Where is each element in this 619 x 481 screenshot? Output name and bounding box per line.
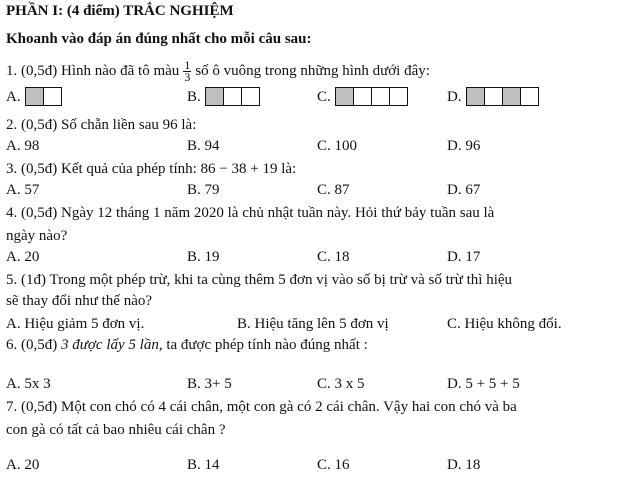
shaded-square bbox=[502, 88, 520, 105]
question-2: 2. (0,5đ) Số chẵn liền sau 96 là: bbox=[6, 117, 197, 133]
q2-option-c[interactable]: C. 100 bbox=[317, 138, 358, 154]
shaded-square bbox=[336, 88, 353, 105]
option-label: C. bbox=[317, 89, 331, 105]
q2-option-a[interactable]: A. 98 bbox=[6, 138, 40, 154]
square-grid-figure bbox=[466, 87, 539, 106]
q1-text-after: số ô vuông trong những hình dưới đây: bbox=[195, 62, 430, 79]
empty-square bbox=[241, 88, 259, 105]
q6-option-c[interactable]: C. 3 x 5 bbox=[317, 376, 365, 392]
q3-option-a[interactable]: A. 57 bbox=[6, 182, 40, 198]
q6-italic: 3 được lấy 5 lần bbox=[61, 337, 159, 353]
q1-option-d[interactable] bbox=[447, 87, 539, 106]
option-label: A. bbox=[6, 89, 21, 105]
q7-option-c[interactable]: C. 16 bbox=[317, 457, 350, 473]
q2-option-d[interactable]: D. 96 bbox=[447, 138, 481, 154]
empty-square bbox=[43, 88, 61, 105]
question-5-line2: sẽ thay đổi như thế nào? bbox=[6, 293, 153, 309]
empty-square bbox=[353, 88, 371, 105]
fraction-numerator: 1 bbox=[184, 58, 191, 72]
option-label: B. bbox=[187, 89, 201, 105]
question-7-line1: 7. (0,5đ) Một con chó có 4 cái chân, một con gà có 2 cái chân. Vậy hai con chó và ba bbox=[6, 399, 517, 415]
q7-option-b[interactable]: B. 14 bbox=[187, 457, 220, 473]
shaded-square bbox=[467, 88, 484, 105]
empty-square bbox=[389, 88, 407, 105]
fraction-denominator: 3 bbox=[184, 70, 191, 84]
q6-option-d[interactable]: D. 5 + 5 + 5 bbox=[447, 376, 520, 392]
section-title: PHẦN I: (4 điểm) TRẮC NGHIỆM bbox=[6, 3, 234, 19]
q1-option-c[interactable] bbox=[317, 87, 408, 106]
question-4-line1: 4. (0,5đ) Ngày 12 tháng 1 năm 2020 là chủ nhật tuần này. Hỏi thứ bảy tuần sau là bbox=[6, 205, 495, 221]
q3-option-b[interactable]: B. 79 bbox=[187, 182, 220, 198]
empty-square bbox=[520, 88, 538, 105]
empty-square bbox=[484, 88, 502, 105]
q3-option-c[interactable]: C. 87 bbox=[317, 182, 350, 198]
question-6 bbox=[6, 336, 368, 354]
instruction: Khoanh vào đáp án đúng nhất cho mỗi câu sau: bbox=[6, 31, 312, 47]
q1-option-a[interactable] bbox=[6, 87, 62, 106]
q4-option-d[interactable]: D. 17 bbox=[447, 249, 481, 265]
square-grid-figure bbox=[25, 87, 62, 106]
q1-option-b[interactable] bbox=[187, 87, 260, 106]
q6-suffix: , ta được phép tính nào đúng nhất : bbox=[158, 337, 368, 353]
q5-option-b[interactable]: B. Hiệu tăng lên 5 đơn vị bbox=[237, 316, 389, 332]
empty-square bbox=[223, 88, 241, 105]
shaded-square bbox=[26, 88, 43, 105]
q4-option-c[interactable]: C. 18 bbox=[317, 249, 350, 265]
q1-text-before: 1. (0,5đ) Hình nào đã tô màu bbox=[6, 62, 180, 79]
question-3: 3. (0,5đ) Kết quả của phép tính: 86 − 38 + 19 là: bbox=[6, 161, 297, 177]
square-grid-figure bbox=[205, 87, 260, 106]
q7-option-a[interactable]: A. 20 bbox=[6, 457, 40, 473]
question-4-line2: ngày nào? bbox=[6, 228, 68, 244]
question-5-line1: 5. (1đ) Trong một phép trừ, khi ta cùng thêm 5 đơn vị vào số bị trừ và số trừ thì hiệu bbox=[6, 272, 513, 288]
q4-option-b[interactable]: B. 19 bbox=[187, 249, 220, 265]
q3-option-d[interactable]: D. 67 bbox=[447, 182, 481, 198]
empty-square bbox=[371, 88, 389, 105]
question-7-line2: con gà có tất cả bao nhiêu cái chân ? bbox=[6, 422, 226, 438]
option-label: D. bbox=[447, 89, 462, 105]
fraction bbox=[183, 60, 191, 83]
question-1 bbox=[6, 60, 430, 83]
q5-option-a[interactable]: A. Hiệu giảm 5 đơn vị. bbox=[6, 316, 145, 332]
q2-option-b[interactable]: B. 94 bbox=[187, 138, 220, 154]
q6-option-b[interactable]: B. 3+ 5 bbox=[187, 376, 232, 392]
q6-prefix: 6. (0,5đ) bbox=[6, 337, 58, 353]
shaded-square bbox=[206, 88, 223, 105]
square-grid-figure bbox=[335, 87, 408, 106]
q5-option-c[interactable]: C. Hiệu không đổi. bbox=[447, 316, 562, 332]
q4-option-a[interactable]: A. 20 bbox=[6, 249, 40, 265]
q6-option-a[interactable]: A. 5x 3 bbox=[6, 376, 51, 392]
q7-option-d[interactable]: D. 18 bbox=[447, 457, 481, 473]
